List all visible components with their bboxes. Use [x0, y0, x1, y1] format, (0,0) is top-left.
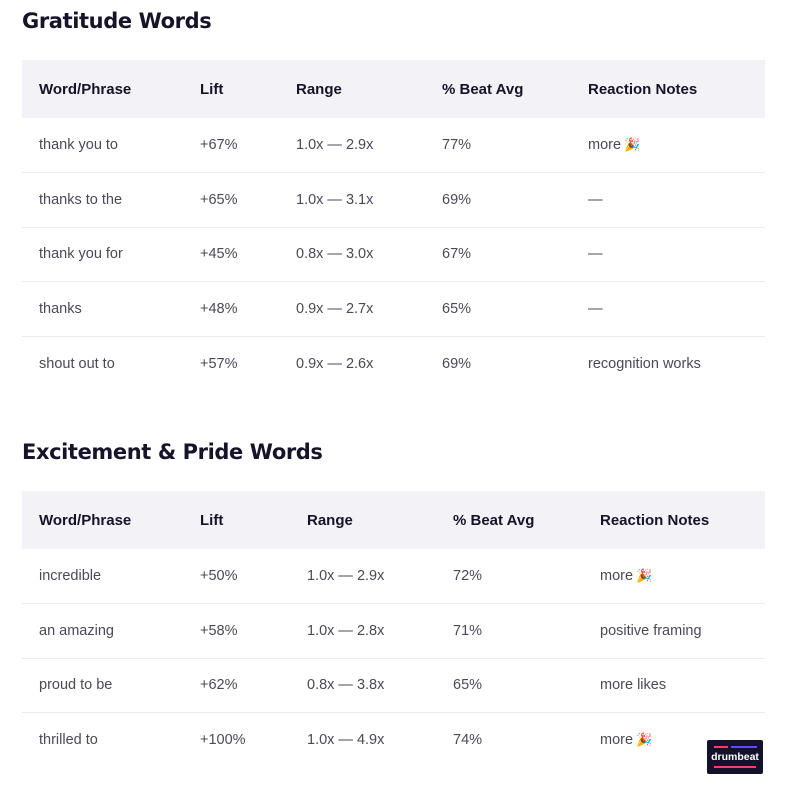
column-header-lift: Lift: [200, 511, 224, 529]
column-header-reaction-notes: Reaction Notes: [600, 511, 710, 529]
word-cell-text: proud to be: [39, 677, 113, 694]
reaction-notes-cell-text: more likes: [600, 677, 667, 694]
beat-avg-cell: [436, 604, 583, 659]
beat-avg-cell-text: 65%: [442, 300, 472, 317]
range-cell-text: 1.0x — 2.9x: [296, 137, 374, 153]
range-cell: [279, 282, 425, 337]
word-cell-text: thanks: [39, 300, 82, 317]
beat-avg-cell-text: 69%: [442, 355, 472, 372]
lift-cell: [183, 118, 279, 173]
range-cell-text: 0.9x — 2.7x: [296, 300, 374, 317]
column-header-beat-avg: % Beat Avg: [442, 80, 524, 98]
reaction-notes-cell: [583, 658, 765, 713]
reaction-notes-cell: [571, 282, 765, 337]
lift-cell: [183, 173, 279, 228]
word-cell: [22, 173, 183, 228]
word-cell: [22, 282, 183, 337]
beat-avg-cell: [436, 713, 583, 768]
reaction-notes-cell: [583, 604, 765, 659]
range-cell: [290, 658, 436, 713]
lift-cell-text: +48%: [200, 300, 238, 317]
range-cell-text: 0.8x — 3.0x: [296, 246, 374, 263]
column-header-beat-avg: % Beat Avg: [453, 511, 535, 529]
beat-avg-cell: [436, 658, 583, 713]
word-cell: [22, 604, 183, 659]
word-cell-text: thank you to: [39, 137, 118, 153]
beat-avg-cell: [425, 173, 571, 228]
range-cell-text: 1.0x — 3.1x: [296, 191, 374, 208]
excitement-table: [22, 491, 765, 767]
lift-cell-text: +50%: [200, 568, 238, 584]
party-popper-icon: 🎉: [636, 733, 653, 748]
party-popper-icon: 🎉: [624, 138, 641, 153]
word-cell-text: incredible: [39, 568, 102, 584]
range-cell: [279, 227, 425, 282]
reaction-notes-cell: [571, 227, 765, 282]
range-cell: [279, 118, 425, 173]
reaction-notes-cell-text: more: [588, 137, 622, 153]
table-row: [22, 549, 765, 604]
reaction-notes-cell-text: —: [588, 300, 603, 317]
lift-cell-text: +57%: [200, 355, 238, 372]
lift-cell: [183, 658, 290, 713]
reaction-notes-cell: [571, 336, 765, 391]
word-cell-text: thrilled to: [39, 732, 98, 748]
table-row: [22, 336, 765, 391]
reaction-notes-cell-text: more: [600, 732, 634, 748]
beat-avg-cell-text: 71%: [453, 622, 483, 639]
reaction-notes-cell-text: positive framing: [600, 622, 702, 639]
party-popper-icon: 🎉: [636, 569, 653, 584]
range-cell: [279, 173, 425, 228]
column-header-range: Range: [307, 511, 353, 529]
word-cell-text: thanks to the: [39, 191, 123, 208]
range-cell: [279, 336, 425, 391]
table-row: [22, 282, 765, 337]
reaction-notes-cell-text: —: [588, 191, 603, 208]
beat-avg-cell: [425, 118, 571, 173]
word-cell-text: shout out to: [39, 355, 115, 372]
lift-cell-text: +65%: [200, 191, 238, 208]
lift-cell-text: +58%: [200, 622, 238, 639]
lift-cell-text: +67%: [200, 137, 238, 153]
word-cell: [22, 549, 183, 604]
beat-avg-cell: [425, 336, 571, 391]
range-cell-text: 1.0x — 2.9x: [307, 568, 385, 584]
table-row: [22, 173, 765, 228]
gratitude-table: [22, 60, 765, 391]
column-header-lift: Lift: [200, 80, 224, 98]
range-cell-text: 1.0x — 2.8x: [307, 622, 385, 639]
lift-cell-text: +100%: [200, 732, 246, 748]
reaction-notes-cell: [583, 549, 765, 604]
lift-cell: [183, 549, 290, 604]
word-cell: [22, 713, 183, 768]
word-cell-text: thank you for: [39, 246, 123, 263]
table-header-row: [22, 491, 765, 549]
lift-cell: [183, 282, 279, 337]
lift-cell-text: +45%: [200, 246, 238, 263]
word-cell: [22, 118, 183, 173]
word-cell: [22, 227, 183, 282]
beat-avg-cell: [436, 549, 583, 604]
table-row: [22, 713, 765, 768]
lift-cell-text: +62%: [200, 677, 238, 694]
range-cell: [290, 604, 436, 659]
word-cell: [22, 336, 183, 391]
lift-cell: [183, 227, 279, 282]
beat-avg-cell-text: 77%: [442, 137, 472, 153]
reaction-notes-cell-text: more: [600, 568, 634, 584]
lift-cell: [183, 604, 290, 659]
table-header-row: [22, 60, 765, 118]
section-title-excitement: Excitement & Pride Words: [22, 440, 323, 464]
beat-avg-cell: [425, 227, 571, 282]
column-header-reaction-notes: Reaction Notes: [588, 80, 698, 98]
table-row: [22, 227, 765, 282]
range-cell-text: 0.8x — 3.8x: [307, 677, 385, 694]
range-cell: [290, 713, 436, 768]
column-header-word: Word/Phrase: [39, 80, 132, 98]
beat-avg-cell-text: 69%: [442, 191, 472, 208]
lift-cell: [183, 336, 279, 391]
section-title-gratitude: Gratitude Words: [22, 9, 212, 33]
beat-avg-cell-text: 72%: [453, 568, 483, 584]
logo-text: drumbeat: [711, 751, 759, 763]
range-cell-text: 1.0x — 4.9x: [307, 732, 385, 748]
word-cell: [22, 658, 183, 713]
beat-avg-cell-text: 74%: [453, 732, 483, 748]
range-cell-text: 0.9x — 2.6x: [296, 355, 374, 372]
reaction-notes-cell: [571, 118, 765, 173]
beat-avg-cell-text: 67%: [442, 246, 472, 263]
beat-avg-cell-text: 65%: [453, 677, 483, 694]
column-header-word: Word/Phrase: [39, 511, 132, 529]
beat-avg-cell: [425, 282, 571, 337]
table-row: [22, 118, 765, 173]
lift-cell: [183, 713, 290, 768]
reaction-notes-cell-text: —: [588, 246, 603, 263]
table-row: [22, 658, 765, 713]
table-row: [22, 604, 765, 659]
reaction-notes-cell-text: recognition works: [588, 355, 701, 372]
reaction-notes-cell: [571, 173, 765, 228]
word-cell-text: an amazing: [39, 622, 114, 639]
column-header-range: Range: [296, 80, 342, 98]
range-cell: [290, 549, 436, 604]
drumbeat-logo: [707, 740, 763, 774]
